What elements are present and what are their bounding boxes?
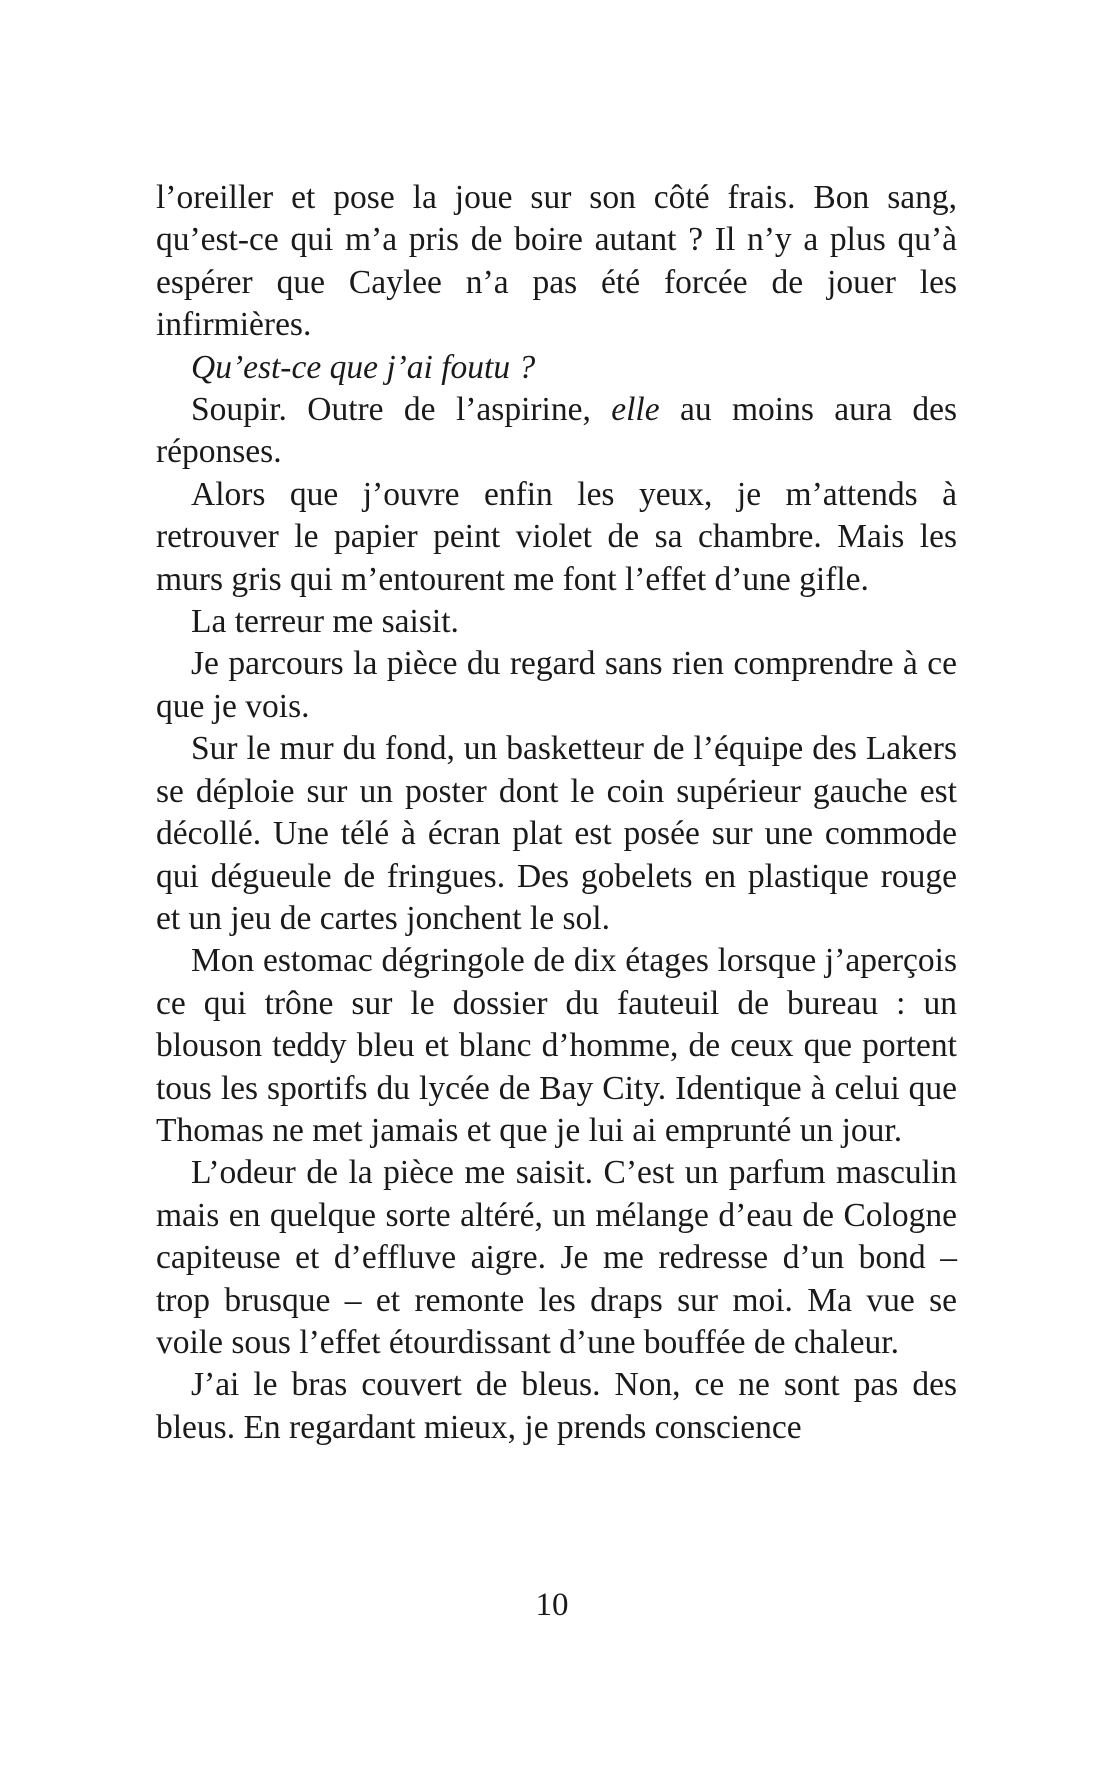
paragraph-6: Je parcours la pièce du regard sans rien comprendre à ce que je vois. [156,645,957,725]
paragraph-4: Alors que j’ouvre enfin les yeux, je m’attends à retrouver le papier peint violet de sa chambre. Mais les murs gris qui m’entourent me font l’effet d’une gifle. [156,475,957,598]
italic-thought: Qu’est-ce que j’ai foutu ? [191,348,536,386]
paragraph-7: Sur le mur du fond, un basketteur de l’équipe des Lakers se déploie sur un poster dont le coin supérieur gauche est décollé. Une télé à écran plat est posée sur une commode qui dégueule de fringues. Des gobelets en plastique rouge et un jeu de cartes jonchent le sol. [156,730,957,937]
paragraph-3-emphasis: elle [611,391,660,429]
page-number: 10 [535,1587,569,1623]
paragraph-2 [156,347,957,389]
paragraph-9: L’odeur de la pièce me saisit. C’est un parfum masculin mais en quelque sorte altéré, un mélange d’eau de Cologne capiteuse et d’effluve aigre. Je me redresse d’un bond – trop brusque – et remonte les draps sur moi. Ma vue se voile sous l’effet étourdissant d’une bouffée de chaleur. [156,1154,957,1361]
paragraph-8: Mon estomac dégringole de dix étages lorsque j’aperçois ce qui trône sur le dossier du fauteuil de bureau : un blouson teddy bleu et blanc d’homme, de ceux que portent tous les sportifs du lycée de Bay City. Identique à celui que Thomas ne met jamais et que je lui ai emprunté un jour. [156,942,957,1149]
body-text [156,177,957,1449]
paragraph-3 [156,389,957,474]
paragraph-1: l’oreiller et pose la joue sur son côté frais. Bon sang, qu’est-ce qui m’a pris de boire autant ? Il n’y a plus qu’à espérer que Caylee n’a pas été forcée de jouer les infirmières. [156,179,957,344]
paragraph-3-before: Soupir. Outre de l’aspirine, [191,391,612,429]
paragraph-10: J’ai le bras couvert de bleus. Non, ce ne sont pas des bleus. En regardant mieux, je prends conscience [156,1366,957,1446]
paragraph-3-after: au moins aura des réponses. [156,391,957,471]
paragraph-5: La terreur me saisit. [191,603,459,641]
